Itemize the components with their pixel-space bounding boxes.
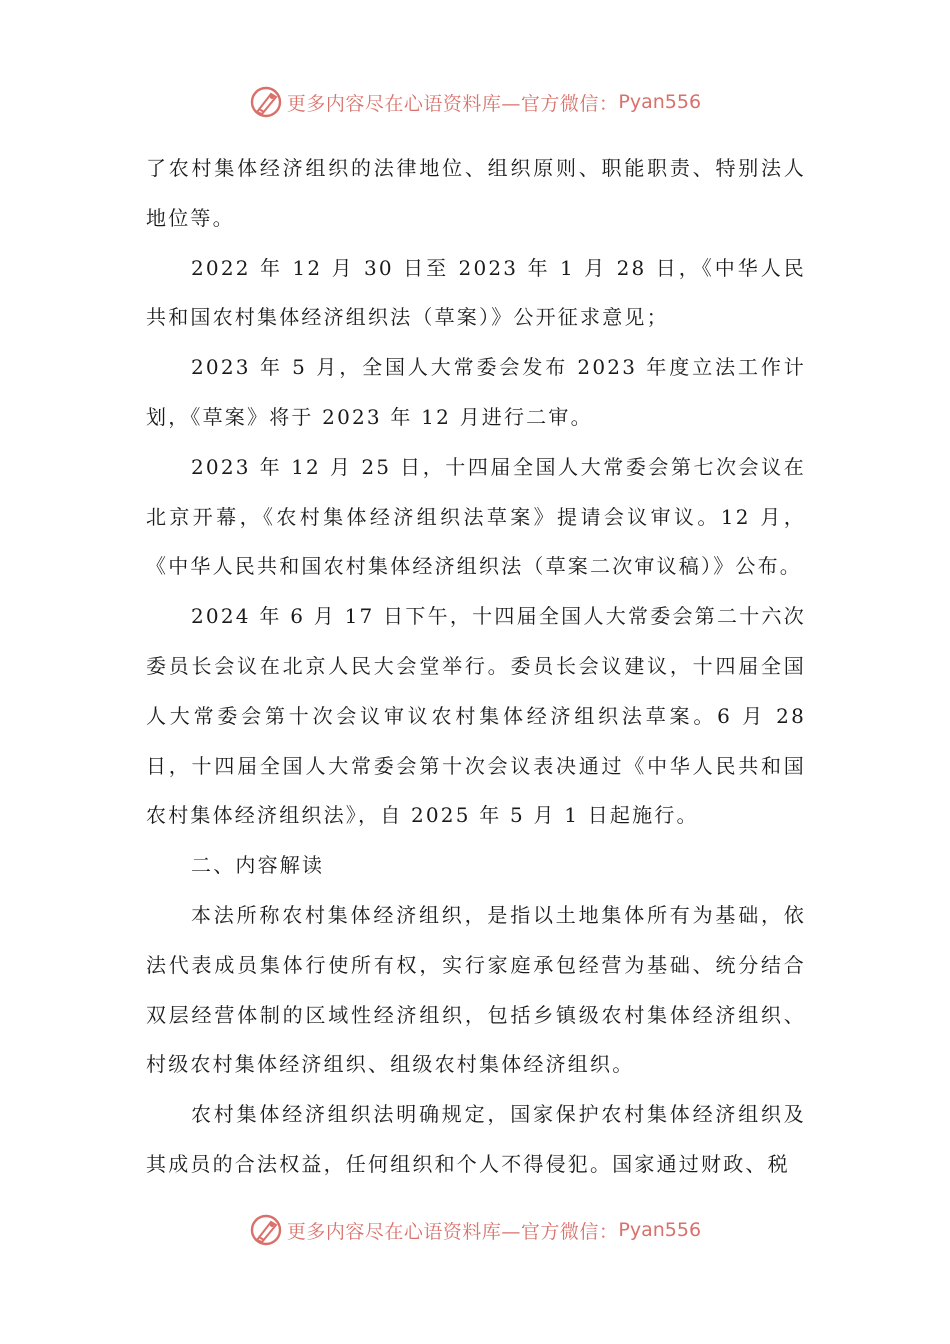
- paragraph-legislative-plan: 2023 年 5 月，全国人大常委会发布 2023 年度立法工作计划，《草案》将于 2023 年 12 月进行二审。: [146, 355, 806, 429]
- section-heading: 二、内容解读: [191, 853, 325, 878]
- paragraph-definition: 本法所称农村集体经济组织，是指以土地集体所有为基础，依法代表成员集体行使所有权，实行家庭承包经营为基础、统分结合双层经营体制的区域性经济组织，包括乡镇级农村集体经济组织、村级农村集体经济组织、组级农村集体经济组织。: [146, 902, 806, 1077]
- pen-nib-circle-logo: [249, 85, 283, 119]
- paragraph-draft-comment: 2022 年 12 月 30 日至 2023 年 1 月 28 日，《中华人民共和国农村集体经济组织法（草案）》公开征求意见；: [146, 255, 806, 330]
- header-watermark-banner: [0, 82, 950, 122]
- paragraph-adoption: 2024 年 6 月 17 日下午，十四届全国人大常委会第二十六次委员长会议在北京人民大会堂举行。委员长会议建议，十四届全国人大常委会第十次会议审议农村集体经济组织法草案。6 月 28 日，十四届全国人大常委会第十次会议表决通过《中华人民共和国农村集体经济组织法》，自 2025 年 5 月 1 日起施行。: [146, 604, 806, 828]
- banner-wechat-id: Pyan556: [618, 91, 702, 113]
- footer-watermark-banner: [0, 1210, 950, 1250]
- paragraph-protection: 农村集体经济组织法明确规定，国家保护农村集体经济组织及其成员的合法权益，任何组织和个人不得侵犯。国家通过财政、税: [146, 1102, 806, 1176]
- banner-text: 更多内容尽在心语资料库—官方微信：: [286, 92, 619, 115]
- document-body: [146, 144, 806, 1190]
- paragraph-first-review: 2023 年 12 月 25 日，十四届全国人大常委会第七次会议在北京开幕，《农村集体经济组织法草案》提请会议审议。12 月，《中华人民共和国农村集体经济组织法（草案二次审议稿）》公布。: [146, 454, 806, 579]
- pen-nib-circle-logo: [249, 1213, 283, 1247]
- banner-wechat-id: Pyan556: [618, 1219, 702, 1241]
- banner-text: 更多内容尽在心语资料库—官方微信：: [286, 1220, 619, 1243]
- paragraph-continuation: 了农村集体经济组织的法律地位、组织原则、职能职责、特别法人地位等。: [146, 156, 806, 230]
